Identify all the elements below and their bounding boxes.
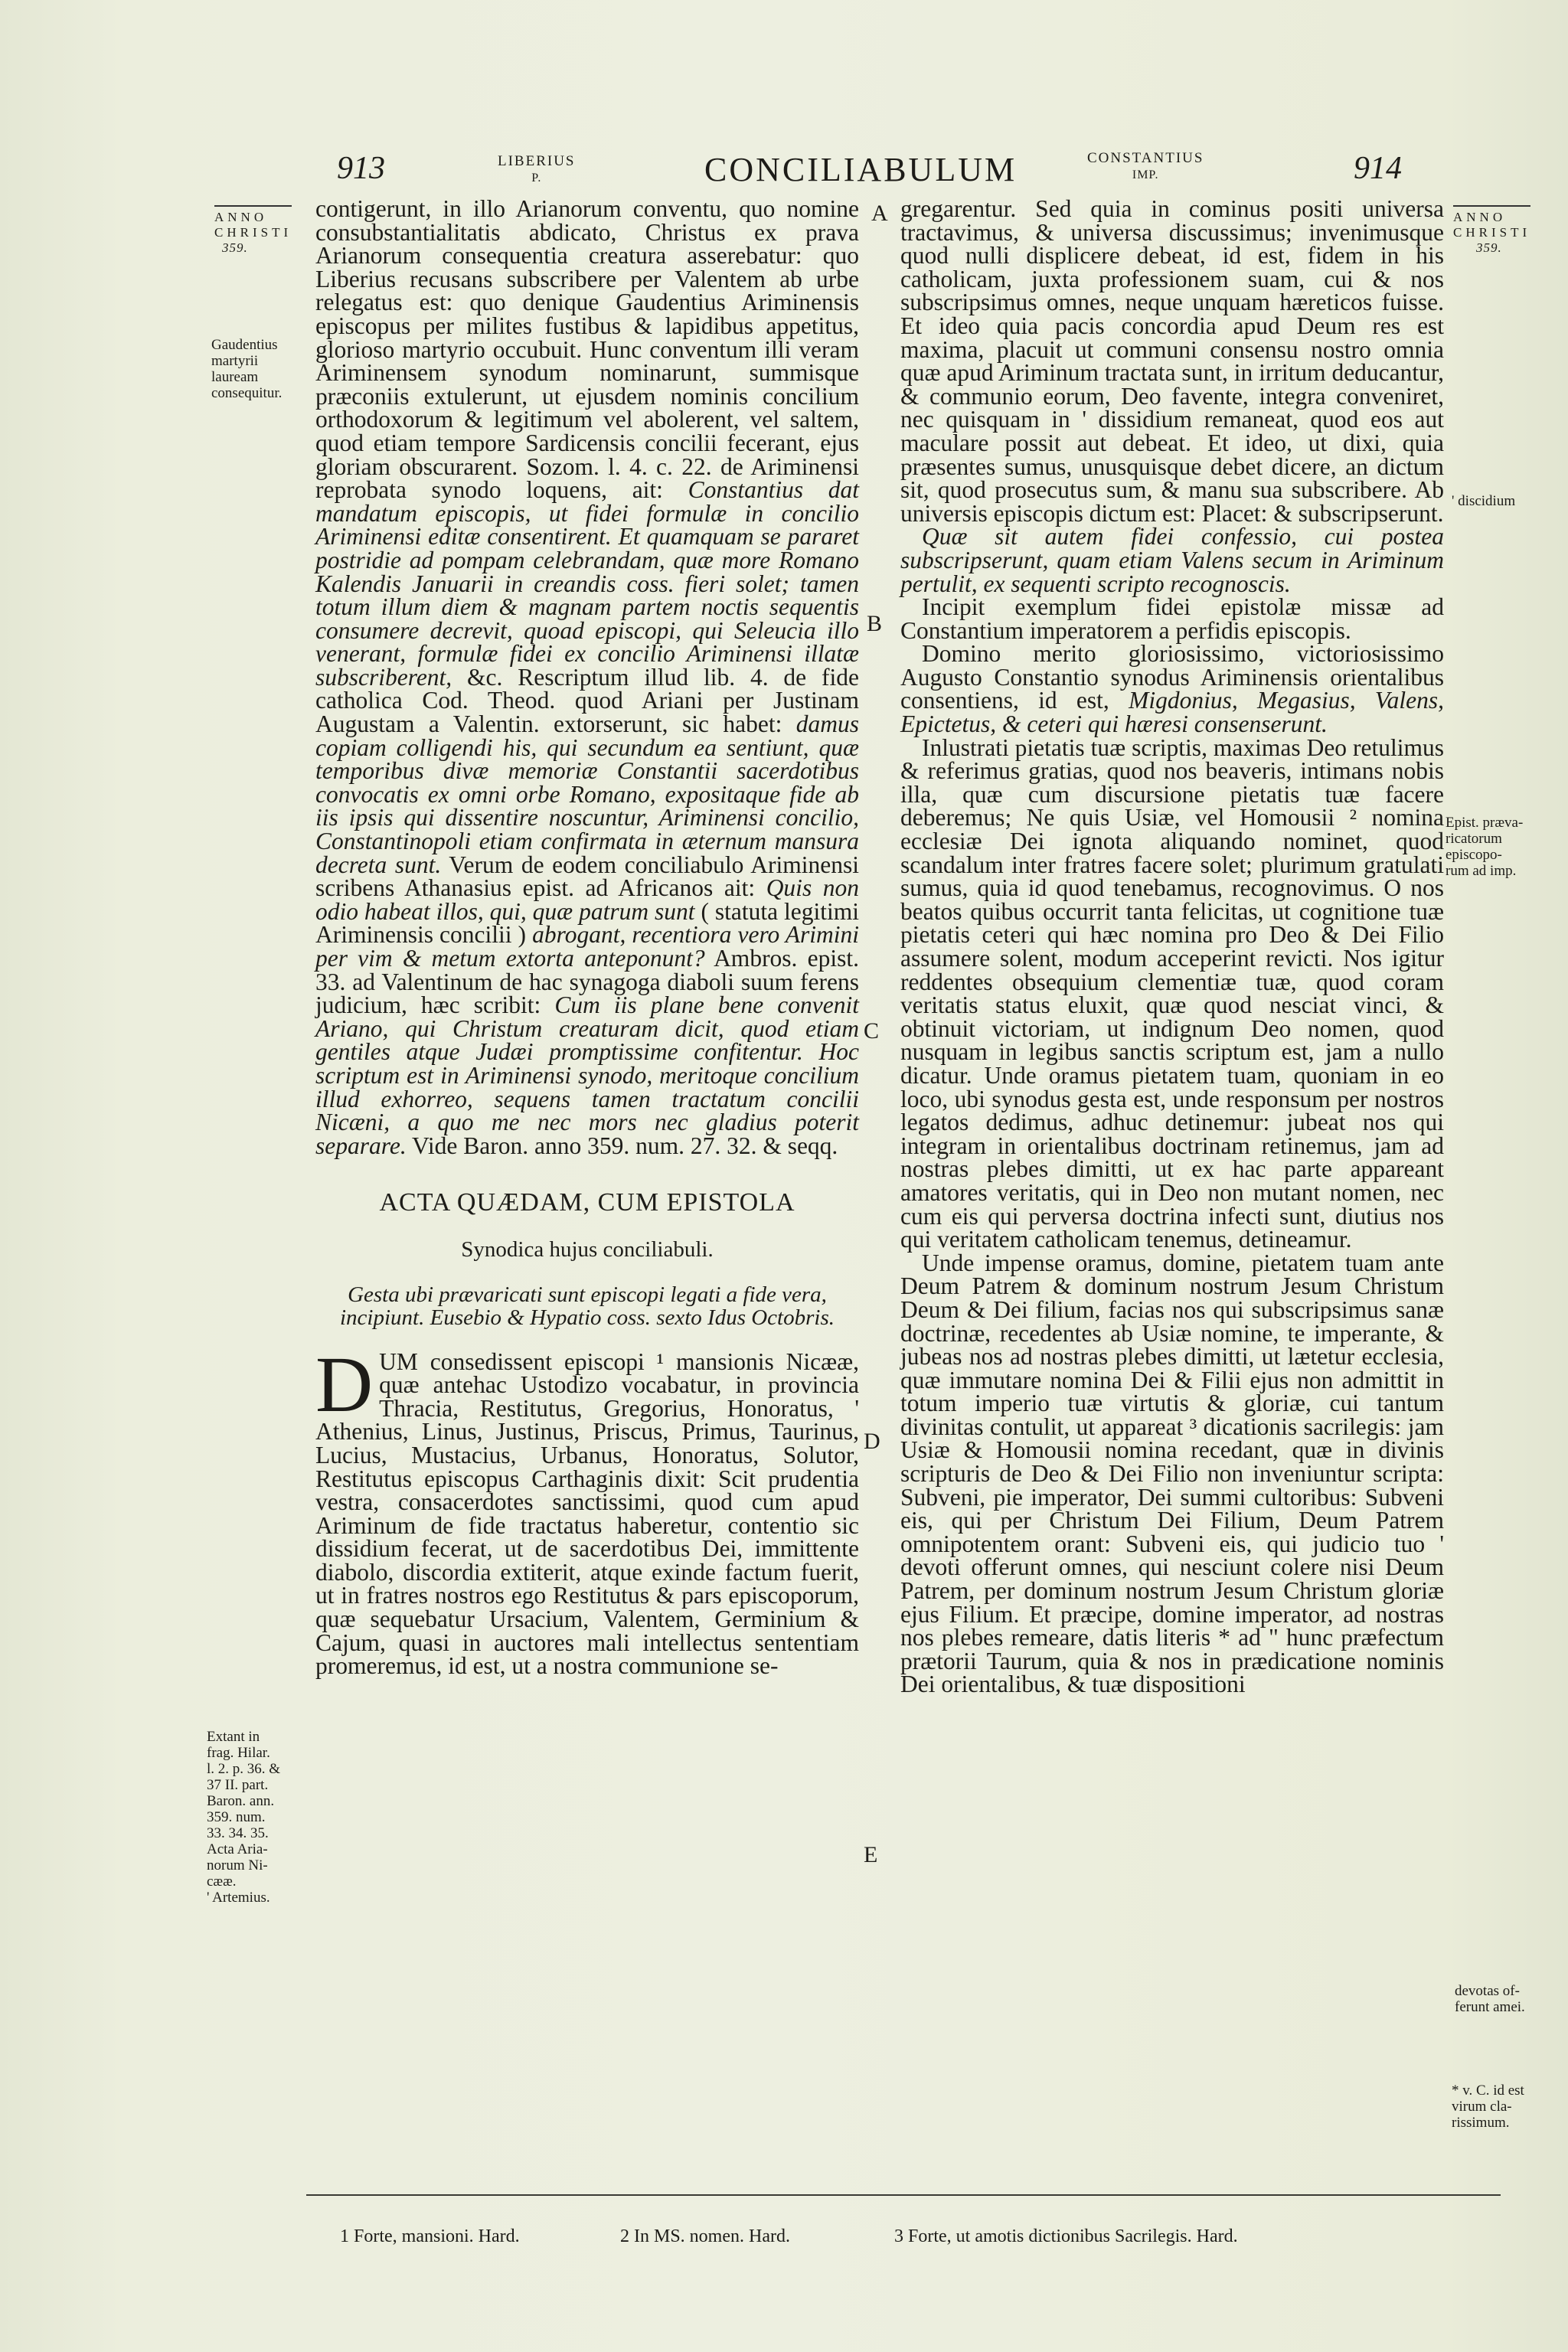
left-column xyxy=(315,195,860,1680)
anno-left xyxy=(214,205,292,256)
margin-line: Extant in xyxy=(207,1729,260,1745)
quotation: Quis non odio habeat illos, qui, quæ patrum sunt xyxy=(315,874,860,925)
section-letter-e: E xyxy=(864,1842,878,1867)
right-column xyxy=(900,195,1445,1698)
running-head-right-name: CONSTANTIUS xyxy=(1087,150,1204,166)
paragraph: Unde impense oramus, domine, pietatem tuam ante Deum Patrem & dominum nostrum Jesum Christum Deum & Dei filium, facias nos qui subscripsimus sanæ doctrinæ, recedentes ab Usiæ nomine, te imperante, & jubeas nos ad nostras plebes dimitti, ut lætetur ecclesia, quæ immutare nomina Dei & Filii ejus non admittit in totum imperio tuæ virtutis & gloriæ, cui tantum divinitas contulit, ut appareat ³ dicationis sacrilegis: jam Usiæ & Homousii nomina recedant, quæ in divinis scripturis de Deo & Dei Filio non inveniuntur scripta: Subveni, pie imperator, Dei summi cultoribus: Subveni eis, qui per Christum Dei Filium, Deum Patrem omnipotentem orant: Subveni eis, qui judicio tuo ' devoti offerunt omnes, qui nesciunt colere nisi Deum Patrem, per dominum nostrum Jesum Christum gloriæ ejus Filium. Et præcipe, domine imperator, ad nostras nos plebes remeare, datis literis * ad " hunc præfectum prætorii Taurum, quia & nos in prædicatione nominis Dei orientalibus, & tuæ dispositioni xyxy=(900,1249,1444,1698)
page-title: CONCILIABULUM xyxy=(704,151,1018,188)
section-letter-d: D xyxy=(864,1429,880,1454)
quotation: Cum iis plane bene convenit Ariano, qui Christum creaturam dicit, quod etiam gentiles atque Judæi promptissime confitentur. Hoc scriptum est in Ariminensi synodo, meritoque concilium illud exhorreo, sequens tamen tractatum concilii Nicæni, a quo me nec mors nec gladius poterit separare. xyxy=(315,991,860,1159)
anno-left-label: ANNO xyxy=(214,210,268,224)
footnote-1: 1 Forte, mansioni. Hard. xyxy=(340,2226,520,2246)
paragraph xyxy=(315,195,860,1159)
quotation: Constantius dat mandatum episcopis, ut fidei formulæ in concilio Ariminensi editæ consentirent. Et quamquam se pararet postridie ad pompam celebrandam, quæ more Romano Kalendis Januarii in creandis coss. fieri solet; tamen totum illum diem & magnam partem noctis sequentis consumere decrevit, quoad episcopi, qui Seleucia illo venerant, formulæ fidei ex concilio Ariminensi illatæ subscriberent, xyxy=(315,476,859,691)
text-run: contigerunt, in illo Arianorum conventu, quo nomine consubstantialitatis abdicato, Christus ex prava Arianorum consequentia creatura asserebatur: quo Liberius recusans subscribere per Valentem ab urbe relegatus est: quo denique Gaudentius Ariminensis episcopus per milites fustibus & lapidibus appetitus, glorioso martyrio occubuit. Hunc conventum illi veram Ariminensem synodum nominarunt, summisque præconiis extulerunt, ut ejusdem nominis concilium orthodoxorum & legitimum vel abolerent, vel saltem, quod etiam tempore Sardicensis concilii fecerant, ejus gloriam obscurarent. Sozom. l. 4. c. 22. de Ariminensi reprobata synodo loquens, ait: xyxy=(315,195,859,504)
margin-line: 33. 34. 35. xyxy=(207,1825,269,1841)
margin-line: consequitur. xyxy=(211,385,283,401)
margin-note-devotas xyxy=(1455,1983,1525,2015)
margin-note-discidium: ' discidium xyxy=(1452,493,1516,509)
margin-line: ' Artemius. xyxy=(207,1890,270,1906)
margin-line: rum ad imp. xyxy=(1446,863,1517,879)
running-head-right xyxy=(1087,150,1204,184)
quotation: Migdonius, Megasius, Valens, Epictetus, & ceteri qui hæresi consenserunt. xyxy=(900,687,1445,738)
anno-right-year: 359. xyxy=(1476,240,1502,255)
margin-line: norum Ni- xyxy=(207,1857,268,1873)
section-subheading: Synodica hujus conciliabuli. xyxy=(461,1236,714,1262)
footnote-rule xyxy=(306,2194,1501,2196)
paragraph xyxy=(900,642,1444,736)
anno-right-label: ANNO xyxy=(1453,210,1507,224)
section-letter-c: C xyxy=(864,1018,880,1044)
anno-left-year: 359. xyxy=(222,240,248,255)
margin-line: Baron. ann. xyxy=(207,1793,275,1809)
text-run: Verum de eodem conciliabulo Ariminensi scribens Athanasius epist. ad Africanos ait: xyxy=(315,851,860,902)
margin-line: cææ. xyxy=(207,1873,237,1890)
margin-line: virum cla- xyxy=(1452,2099,1512,2115)
margin-line: frag. Hilar. xyxy=(207,1745,270,1761)
anno-right xyxy=(1453,205,1530,256)
running-head-left-name: LIBERIUS xyxy=(498,153,576,169)
page-number-left: 913 xyxy=(337,151,385,186)
text-run: UM consedissent episcopi ¹ mansionis Nicææ, quæ antehac Ustodizo vocabatur, in provincia Thracia, Restitutus, Gregorius, Honoratus, ' Athenius, Linus, Justinus, Priscus, Primus, Taurinus, Lucius, Mustacius, Urbanus, Honoratus, Solutor, Restitutus episcopus Carthaginis dixit: Scit prudentia vestra, consacerdotes sanctissimi, quod cum apud Ariminum de fide tractatus haberetur, contentio sic dissidium fecerat, ut de sacerdotibus Dei, immittente diabolo, discordia extiterit, atque exinde factum fuerit, ut in fratres nostros ego Restitutus & pars episcoporum, quæ sequebatur Ursacium, Valentem, Germinium & Cajum, quasi in auctores mali intellectus sententiam promeremus, id est, ut a nostra communione se- xyxy=(315,1348,859,1680)
section-letter-a: A xyxy=(871,201,888,226)
margin-line: rissimum. xyxy=(1452,2115,1510,2131)
text-run: Vide Baron. anno 359. num. 27. 32. & seqq. xyxy=(412,1132,838,1159)
margin-line: devotas of- xyxy=(1455,1983,1520,1999)
paragraph: Inlustrati pietatis tuæ scriptis, maximas Deo retulimus & referimus gratias, quod nos beaveris, intimans nobis illa, quæ cum discursione pietatis tuæ facere deberemus; Ne quis Usiæ, vel Homousii ² nomina ecclesiæ Dei ignota aliquando nominet, quod scandalum inter fratres facere solet; plurimum gratulati sumus, quia id quod tenebamus, recognovimus. O nos beatos quibus occurrit tanta felicitas, ut cognitione tuæ pietatis ceteri qui hæc nomina pro Deo & Dei Filio assumere solent, modum acceperint revicti. Nos igitur reddentes obsequium clementiæ tuæ, quod coram veritatis status eluxit, quæ quod nesciat vinci, & obtinuit victoriam, ut indignum Deo nomen, quod nusquam in legibus sanctis scriptum est, jam a nullo dicatur. Unde oramus pietatem tuam, quoniam in eo loco, ubi synodus gesta est, unde responsum per nostros legatos dedimus, adhuc detinemur: jubeat nos qui integram in orientalibus doctrinam retinemus, jam ad nostras plebes dimitti, ut ex hac parte appareant amatores veritatis, qui in Deo non mutant nomen, nec cum eis qui perversa doctrina infecti sunt, diutius nos qui veritatem catholicam tenemus, detineamur. xyxy=(900,733,1444,1253)
page-number-right: 914 xyxy=(1354,151,1402,186)
text-run: ( statuta legitimi Ariminensis concilii ) xyxy=(315,897,859,949)
margin-line: ferunt amei. xyxy=(1455,1999,1525,2015)
margin-line: martyrii xyxy=(211,353,259,369)
anno-right-christi: CHRISTI xyxy=(1453,225,1531,240)
running-head-left xyxy=(498,153,576,187)
margin-note-extant xyxy=(207,1729,280,1906)
margin-note-epist xyxy=(1446,815,1523,879)
anno-left-christi: CHRISTI xyxy=(214,225,292,240)
running-head-left-title: P. xyxy=(531,172,542,185)
margin-note-gaudentius xyxy=(211,337,282,401)
margin-line: ricatorum xyxy=(1446,831,1502,847)
running-head-right-title: IMP. xyxy=(1132,168,1159,181)
paragraph: gregarentur. Sed quia in cominus positi universa tractavimus, & universa discussimus; invenimusque quod nulli displicere debeat, id est, fidem in his catholicam, juxta professionem suam, cui & nos subscripsimus omnes, neque unquam hæreticos fuisse. Et ideo quia pacis concordia apud Deum res est maxima, placuit ut communi consensu nostro omnia quæ apud Ariminum tractata sunt, in irritum deducantur, & communio eorum, Deo favente, integra conveniret, nec quisquam in ' dissidium remaneat, quod eos aut maculare possit aut debeat. Et ideo, ut dixi, quia præsentes sumus, unusquisque debet dicere, an dictum sit, quod prosecutus sum, & manu sua subscribere. Ab universis episcopis dictum est: Placet: & subscripserunt. xyxy=(900,195,1444,527)
footnote-2: 2 In MS. nomen. Hard. xyxy=(620,2226,790,2246)
footnote-3: 3 Forte, ut amotis dictionibus Sacrilegis. Hard. xyxy=(894,2226,1238,2246)
text-run: Ambros. epist. 33. ad Valentinum de hac synagoga diaboli suum ferens judicium, hæc scribit: xyxy=(315,945,859,1019)
paragraph-italic xyxy=(900,525,1444,596)
section-heading: ACTA QUÆDAM, CUM EPISTOLA xyxy=(379,1188,795,1217)
margin-line: * v. C. id est xyxy=(1452,2082,1524,2099)
drop-cap: D xyxy=(315,1340,374,1429)
margin-line: episcopo- xyxy=(1446,847,1502,863)
margin-line: lauream xyxy=(211,369,259,385)
section-letter-b: B xyxy=(867,611,883,636)
paragraph xyxy=(315,1340,859,1680)
quotation: damus copiam colligendi his, qui secundum ea sentiunt, quæ temporibus divæ memoriæ Constantii sacerdotibus convocatis ex omni orbe Romano, expositaque fide ab iis ipsis qui dissentire noscuntur, Ariminensi concilio, Constantinopoli etiam confirmata in æternum mansura decreta sunt. xyxy=(315,710,859,878)
margin-note-vir xyxy=(1452,2082,1524,2131)
margin-line: 37 II. part. xyxy=(207,1777,269,1793)
margin-line: Acta Aria- xyxy=(207,1841,268,1857)
paragraph: Incipit exemplum fidei epistolæ missæ ad Constantium imperatorem a perfidis episcopis. xyxy=(900,593,1444,644)
text-run: Domino merito gloriosissimo, victoriosissimo Augusto Constantio synodus Ariminensis orientalibus consentiens, id est, xyxy=(900,640,1444,714)
margin-line: Gaudentius xyxy=(211,337,278,353)
section-rubric: Gesta ubi prævaricati sunt episcopi legati a fide vera, incipiunt. Eusebio & Hypatio coss. sexto Idus Octobris. xyxy=(340,1282,835,1330)
margin-line: 359. num. xyxy=(207,1809,266,1825)
margin-line: Epist. præva- xyxy=(1446,815,1524,831)
quotation: abrogant, recentiora vero Arimini per vim & metum extorta anteponunt? xyxy=(315,921,860,972)
text-run: &c. Rescriptum illud lib. 4. de fide catholica Cod. Theod. quod Ariani per Justinam Augustam a Valentin. extorserunt, sic habet: xyxy=(315,663,859,738)
margin-line: l. 2. p. 36. & xyxy=(207,1761,281,1777)
quotation: Quæ sit autem fidei confessio, cui postea subscripserunt, quam etiam Valens secum in Ariminum pertulit, ex sequenti scripto recognoscis. xyxy=(900,523,1444,597)
